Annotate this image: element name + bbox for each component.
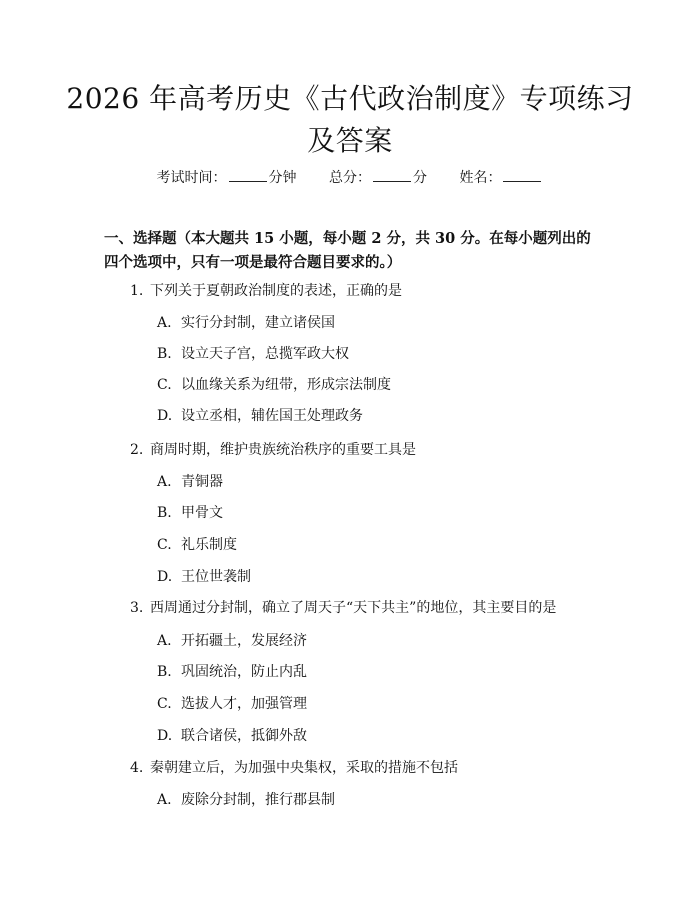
option-1c	[157, 375, 391, 395]
question-number: 4.	[130, 760, 144, 776]
question-3	[130, 598, 556, 618]
option-letter: A.	[157, 792, 172, 808]
option-letter: D.	[157, 408, 173, 424]
option-2a	[157, 472, 223, 492]
student-name-field	[459, 168, 543, 188]
option-3c	[157, 694, 307, 714]
question-4	[130, 758, 458, 778]
option-letter: A.	[157, 315, 172, 331]
exam-time-label: 考试时间：	[156, 170, 227, 186]
total-score-field	[329, 168, 427, 188]
total-score-blank	[373, 169, 411, 182]
option-2c	[157, 535, 237, 555]
option-text: 设立丞相，辅佐国王处理政务	[181, 408, 363, 424]
option-1a	[157, 313, 335, 333]
option-letter: B.	[157, 664, 172, 680]
question-2	[130, 440, 416, 460]
section-heading: 一、选择题（本大题共 15 小题，每小题 2 分，共 30 分。在每小题列出的四个选项中，只有一项是最符合题目要求的。）	[104, 230, 591, 271]
question-text: 下列关于夏朝政治制度的表述，正确的是	[150, 283, 402, 299]
exam-time-field	[157, 168, 297, 188]
option-text: 巩固统治，防止内乱	[181, 664, 307, 680]
title-line-1: 2026 年高考历史《古代政治制度》专项练习	[66, 82, 634, 115]
question-number: 1.	[130, 283, 144, 299]
option-1b	[157, 344, 349, 364]
option-text: 礼乐制度	[181, 537, 237, 553]
option-text: 王位世袭制	[181, 569, 251, 585]
option-1d	[157, 406, 363, 426]
option-3d	[157, 726, 307, 746]
exam-time-blank	[229, 169, 267, 182]
student-name-label: 姓名：	[459, 170, 502, 186]
option-text: 开拓疆土，发展经济	[181, 633, 307, 649]
question-number: 2.	[130, 442, 144, 458]
exam-meta-line	[0, 168, 700, 188]
option-text: 甲骨文	[181, 505, 223, 521]
option-letter: C.	[157, 696, 172, 712]
option-2d	[157, 567, 251, 587]
option-letter: D.	[157, 728, 173, 744]
option-letter: C.	[157, 537, 172, 553]
total-score-label: 总分：	[329, 170, 371, 186]
option-letter: D.	[157, 569, 173, 585]
question-text: 西周通过分封制，确立了周天子“天下共主”的地位，其主要目的是	[150, 600, 557, 616]
option-text: 选拔人才，加强管理	[181, 696, 307, 712]
student-name-blank	[503, 169, 541, 182]
option-4a	[157, 790, 335, 810]
option-letter: B.	[157, 505, 172, 521]
option-letter: A.	[157, 474, 172, 490]
option-letter: C.	[157, 377, 172, 393]
option-3a	[157, 631, 307, 651]
option-text: 青铜器	[181, 474, 223, 490]
option-text: 联合诸侯，抵御外敌	[181, 728, 307, 744]
option-text: 以血缘关系为纽带，形成宗法制度	[181, 377, 391, 393]
option-2b	[157, 503, 223, 523]
question-text: 秦朝建立后，为加强中央集权，采取的措施不包括	[150, 760, 458, 776]
total-score-unit: 分	[413, 170, 427, 186]
option-letter: A.	[157, 633, 172, 649]
option-text: 废除分封制，推行郡县制	[181, 792, 335, 808]
option-text: 设立天子宫，总揽军政大权	[181, 346, 349, 362]
exam-time-unit: 分钟	[268, 170, 297, 186]
option-letter: B.	[157, 346, 172, 362]
question-text: 商周时期，维护贵族统治秩序的重要工具是	[150, 442, 416, 458]
question-1	[130, 281, 402, 301]
question-number: 3.	[130, 600, 144, 616]
option-text: 实行分封制，建立诸侯国	[181, 315, 335, 331]
option-3b	[157, 662, 307, 682]
page-title	[60, 78, 640, 162]
title-line-2: 及答案	[307, 124, 393, 157]
